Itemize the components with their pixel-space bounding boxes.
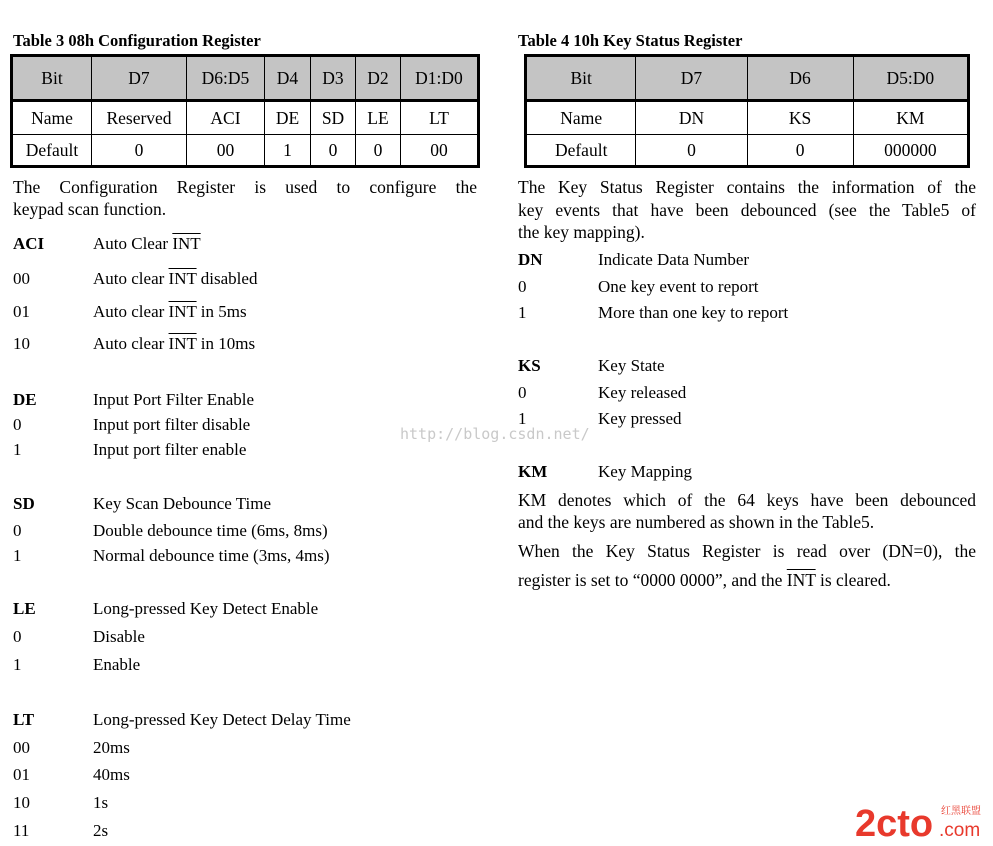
- config-register-table: [10, 54, 480, 168]
- table-cell: 0: [356, 135, 401, 167]
- ks-text: Key released: [598, 383, 687, 402]
- table-cell: ACI: [187, 101, 265, 135]
- dn-code: 1: [518, 303, 527, 322]
- dn-desc: Indicate Data Number: [598, 250, 750, 269]
- lt-text: 1s: [93, 793, 109, 812]
- lt-code: 00: [13, 738, 30, 757]
- table-cell: Default: [526, 135, 636, 167]
- table3-title: Table 3 08h Configuration Register: [13, 31, 261, 50]
- table-cell: Default: [12, 135, 92, 167]
- table-cell: 0: [747, 135, 853, 167]
- le-code: 0: [13, 627, 22, 646]
- aci-code-00: 00: [13, 269, 30, 288]
- logo-main: 2cto: [855, 803, 934, 842]
- table-row: [526, 101, 969, 135]
- table-cell: 00: [401, 135, 479, 167]
- header-cell: D5:D0: [853, 56, 968, 101]
- config-intro-line2: keypad scan function.: [13, 199, 167, 219]
- config-intro-line1: The Configuration Register is used to configure the: [13, 177, 477, 197]
- lt-code: 11: [13, 821, 30, 840]
- le-code: 1: [13, 655, 22, 674]
- table-cell: Name: [12, 101, 92, 135]
- table-row: [526, 135, 969, 167]
- table-cell: Name: [526, 101, 636, 135]
- watermark-url: http://blog.csdn.net/: [400, 425, 590, 443]
- km-line4: register is set to “0000 0000”, and the $\overline{INT}$ is cleared.: [518, 570, 891, 590]
- le-text: Disable: [93, 627, 145, 646]
- lt-text: 2s: [93, 821, 109, 840]
- table-cell: KS: [747, 101, 853, 135]
- dn-code: 0: [518, 277, 527, 296]
- le-text: Enable: [93, 655, 141, 674]
- table-row: [12, 101, 479, 135]
- dn-key: DN: [518, 250, 543, 269]
- header-cell: D1:D0: [401, 56, 479, 101]
- table-header-row: [526, 56, 969, 101]
- int-signal: $\overline{INT}$: [172, 234, 201, 253]
- int-signal: $\overline{INT}$: [786, 570, 816, 590]
- lt-desc: Long-pressed Key Detect Delay Time: [93, 710, 351, 729]
- sd-desc: Key Scan Debounce Time: [93, 494, 272, 513]
- le-key: LE: [13, 599, 36, 618]
- de-desc: Input Port Filter Enable: [93, 390, 255, 409]
- de-text: Input port filter enable: [93, 440, 247, 459]
- ks-code: 1: [518, 409, 527, 428]
- table4-title: Table 4 10h Key Status Register: [518, 31, 743, 50]
- aci-text-01: Auto clear $\overline{INT}$ in 5ms: [93, 302, 247, 321]
- table-cell: DN: [636, 101, 747, 135]
- table-cell: 0: [311, 135, 356, 167]
- table-cell: 000000: [853, 135, 968, 167]
- table-cell: Reserved: [92, 101, 187, 135]
- dn-text: One key event to report: [598, 277, 759, 296]
- km-key: KM: [518, 462, 548, 481]
- aci-text-00: Auto clear $\overline{INT}$ disabled: [93, 269, 258, 288]
- logo-suffix: .com: [939, 820, 981, 841]
- aci-desc: Auto Clear $\overline{INT}$: [93, 234, 201, 253]
- le-desc: Long-pressed Key Detect Enable: [93, 599, 319, 618]
- ks-text: Key pressed: [598, 409, 682, 428]
- table-row: [12, 135, 479, 167]
- table-header-row: [12, 56, 479, 101]
- sd-text: Normal debounce time (3ms, 4ms): [93, 546, 330, 565]
- key-status-register-table: [524, 54, 970, 168]
- header-cell: D6: [747, 56, 853, 101]
- table-cell: DE: [265, 101, 311, 135]
- dn-text: More than one key to report: [598, 303, 789, 322]
- site-logo: [855, 800, 990, 842]
- aci-text-10: Auto clear $\overline{INT}$ in 10ms: [93, 334, 256, 353]
- table-cell: 0: [636, 135, 747, 167]
- table-cell: 0: [92, 135, 187, 167]
- aci-key: ACI: [13, 234, 45, 253]
- status-intro-line1: The Key Status Register contains the information of the: [518, 177, 976, 197]
- ks-key: KS: [518, 356, 541, 375]
- sd-text: Double debounce time (6ms, 8ms): [93, 521, 328, 540]
- header-cell: D3: [311, 56, 356, 101]
- lt-text: 20ms: [93, 738, 130, 757]
- header-cell: Bit: [12, 56, 92, 101]
- table-cell: 1: [265, 135, 311, 167]
- table-cell: KM: [853, 101, 968, 135]
- table-cell: 00: [187, 135, 265, 167]
- status-intro-line3: the key mapping).: [518, 222, 645, 242]
- table-cell: LT: [401, 101, 479, 135]
- de-key: DE: [13, 390, 37, 409]
- km-line2: and the keys are numbered as shown in the Table5.: [518, 512, 875, 532]
- km-desc: Key Mapping: [598, 462, 692, 481]
- header-cell: D7: [92, 56, 187, 101]
- aci-code-10: 10: [13, 334, 30, 353]
- header-cell: D7: [636, 56, 747, 101]
- de-code: 0: [13, 415, 22, 434]
- header-cell: D4: [265, 56, 311, 101]
- sd-key: SD: [13, 494, 35, 513]
- header-cell: D6:D5: [187, 56, 265, 101]
- logo-cn: 红黑联盟: [941, 806, 981, 817]
- header-cell: D2: [356, 56, 401, 101]
- lt-code: 01: [13, 765, 30, 784]
- ks-desc: Key State: [598, 356, 665, 375]
- de-text: Input port filter disable: [93, 415, 251, 434]
- ks-code: 0: [518, 383, 527, 402]
- de-code: 1: [13, 440, 22, 459]
- lt-text: 40ms: [93, 765, 130, 784]
- sd-code: 0: [13, 521, 22, 540]
- status-intro-line2: key events that have been debounced (see the Table5 of: [518, 200, 976, 220]
- lt-code: 10: [13, 793, 30, 812]
- km-line3: When the Key Status Register is read over (DN=0), the: [518, 541, 976, 561]
- aci-code-01: 01: [13, 302, 30, 321]
- km-line1: KM denotes which of the 64 keys have been debounced: [518, 490, 976, 510]
- table-cell: LE: [356, 101, 401, 135]
- header-cell: Bit: [526, 56, 636, 101]
- lt-key: LT: [13, 710, 35, 729]
- sd-code: 1: [13, 546, 22, 565]
- table-cell: SD: [311, 101, 356, 135]
